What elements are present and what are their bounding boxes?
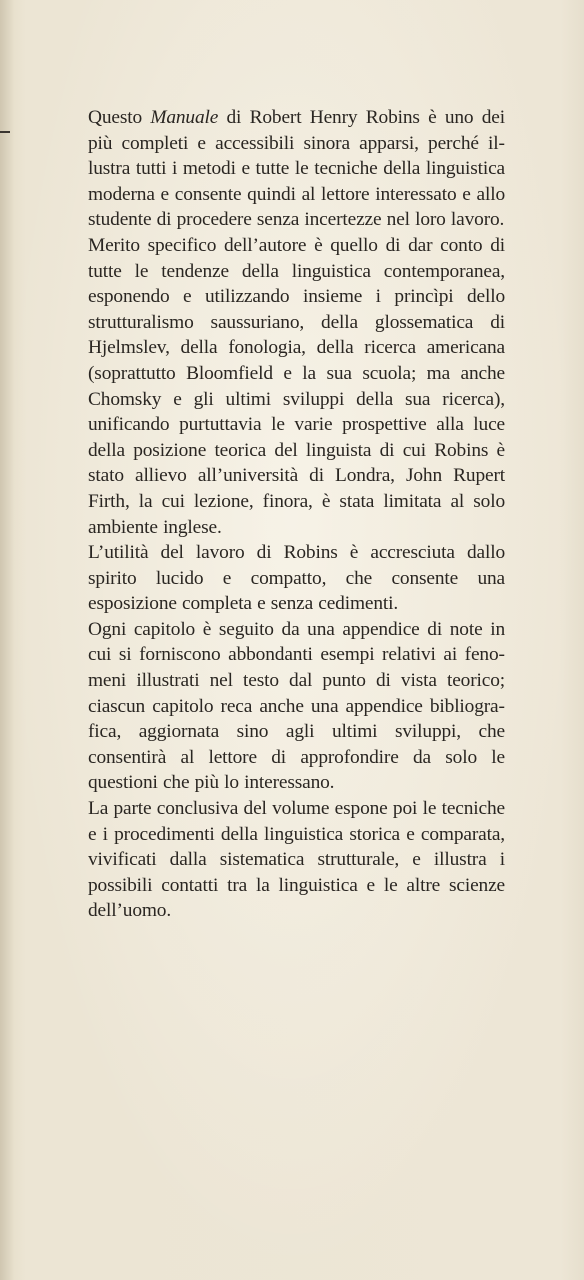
intro-text-after: di Robert Henry Robins è uno dei più completi e accessibili sinora apparsi, perché illustra tutti i metodi e tutte le tecniche della linguistica moderna e consente quindi al lettore interessato e allo studente di procedere senza incertezze nel loro lavoro. bbox=[88, 107, 505, 231]
binding-edge bbox=[0, 0, 14, 1280]
book-blurb bbox=[88, 105, 505, 924]
blurb-paragraph-conclusion: La parte conclusiva del volume espone poi le tecniche e i procedimenti della linguistica storica e comparata, vivificati dalla sistematica strutturale, e illustra i possibili contatti tra la linguistica e le altre scienze dell’uomo. bbox=[88, 798, 505, 922]
fold-mark bbox=[0, 131, 10, 133]
intro-text-before: Questo bbox=[88, 107, 151, 128]
blurb-paragraph-intro bbox=[88, 105, 505, 233]
blurb-paragraph-chapters: Ogni capitolo è seguito da una appendice di note in cui si forniscono abbondanti esempi relativi ai fenomeni illustrati nel testo dal punto di vista teorico; ciascun capitolo reca anche una appendice bibliografica, aggiornata sino agli ultimi sviluppi, che consentirà al lettore di approfondire da solo le questioni che più lo interessano. bbox=[88, 618, 505, 794]
book-title-italic: Manuale bbox=[150, 107, 219, 128]
blurb-paragraph-merit: Merito specifico dell’autore è quello di dar conto di tutte le tendenze della linguistica contemporanea, esponendo e utilizzando insieme i princìpi dello strutturalismo saussuriano, della glossematica di Hjelmslev, della fonologia, della ricerca americana (soprattutto Bloomfield e la sua scuola; ma anche Chomsky e gli ultimi sviluppi della sua ricerca), unificando purtuttavia le varie prospettive alla luce della posizione teorica del linguista di cui Robins è stato allievo all’università di Londra, John Rupert Firth, la cui lezione, finora, è stata limitata al solo ambiente inglese. bbox=[88, 234, 505, 538]
blurb-paragraph-utility: L’utilità del lavoro di Robins è accresciuta dallo spirito lucido e compatto, che consente una esposizione completa e senza cedimenti. bbox=[88, 542, 505, 615]
